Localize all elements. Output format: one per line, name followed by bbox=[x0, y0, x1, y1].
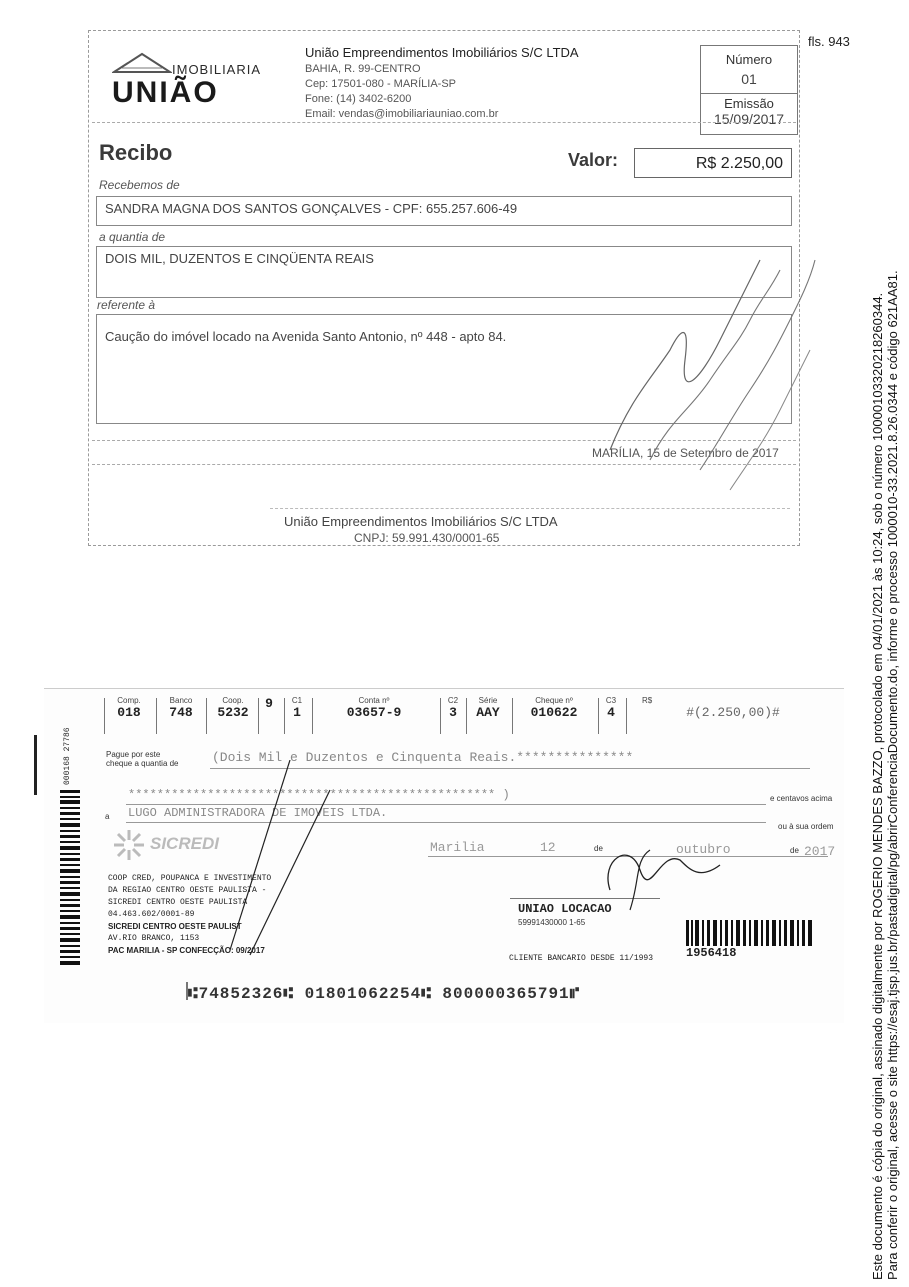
emissao-label: Emissão bbox=[724, 96, 774, 111]
company-phone: Fone: (14) 3402-6200 bbox=[305, 93, 412, 105]
amount-words-2: *************************************************** ) bbox=[128, 788, 510, 802]
pague-label-1: Pague por este bbox=[106, 750, 161, 759]
sicredi-logo-icon bbox=[112, 828, 146, 862]
ordem-label: ou à sua ordem bbox=[778, 822, 834, 831]
receipt-title: Recibo bbox=[99, 140, 173, 165]
bank-brand: SICREDI bbox=[150, 834, 219, 853]
logo-label: IMOBILIARIA bbox=[172, 62, 262, 77]
company-cep: Cep: 17501-080 - MARÍLIA-SP bbox=[305, 78, 457, 90]
valor-value: R$ 2.250,00 bbox=[634, 148, 792, 178]
header-c1: C1 1 bbox=[291, 696, 303, 720]
header-coop-dv: 9 bbox=[265, 696, 273, 711]
divider bbox=[92, 122, 796, 123]
company-logo bbox=[112, 50, 282, 109]
page-reference: fls. 943 bbox=[808, 34, 850, 49]
numero-label: Número bbox=[725, 52, 773, 67]
authentication-note-line-2: Para conferir o original, acesse o site https://esaj.tjsp.jus.br/pastadigital/pg/abrirConferenciaDocumento.do, informe o processo 1000010-33.2021.8.26.0344 e código 621AA81. bbox=[885, 270, 900, 1280]
numero-value: 01 bbox=[741, 71, 757, 87]
micr-line: ⑆74852326⑆ 01801062254⑆ 800000365791⑈ bbox=[188, 985, 581, 1003]
de-label-1: de bbox=[594, 844, 603, 853]
header-coop: Coop. 5232 bbox=[217, 696, 249, 720]
quantia-label: a quantia de bbox=[99, 230, 166, 244]
holder-name: UNIAO LOCACAO bbox=[518, 902, 612, 916]
referente-value: Caução do imóvel locado na Avenida Santo Antonio, nº 448 - apto 84. bbox=[96, 314, 792, 424]
referente-label: referente à bbox=[97, 298, 156, 312]
footer-cnpj: CNPJ: 59.991.430/0001-65 bbox=[354, 531, 500, 545]
company-address: BAHIA, R. 99-CENTRO bbox=[305, 63, 421, 75]
handwritten-signature bbox=[220, 760, 740, 960]
header-banco: Banco 748 bbox=[169, 696, 193, 720]
authentication-note-line-1: Este documento é cópia do original, assinado digitalmente por ROGERIO MENDES BAZZO, protocolado em 04/01/2021 às 10:24, sob o número 10000103320218260344. bbox=[870, 292, 885, 1280]
handwritten-note bbox=[590, 200, 830, 500]
holder-doc: 59991430000 1-65 bbox=[518, 918, 586, 927]
margin-mark bbox=[34, 735, 37, 795]
valor-label: Valor: bbox=[568, 150, 619, 170]
header-amount: R$ #(2.250,00)# bbox=[642, 696, 780, 720]
company-email: Email: vendas@imobiliariauniao.com.br bbox=[305, 108, 499, 120]
amount-words: (Dois Mil e Duzentos e Cinquenta Reais.*************** bbox=[212, 750, 634, 765]
client-since: CLIENTE BANCARIO DESDE 11/1993 bbox=[509, 954, 654, 963]
footer-company: União Empreendimentos Imobiliários S/C LTDA bbox=[284, 514, 558, 529]
recebemos-value: SANDRA MAGNA DOS SANTOS GONÇALVES - CPF: 655.257.606-49 bbox=[96, 196, 792, 226]
cheque-city: Marilia bbox=[430, 840, 485, 855]
place-date: MARÍLIA, 15 de Setembro de 2017 bbox=[592, 446, 779, 460]
cheque-side-number: 000168 27786 bbox=[63, 727, 72, 785]
a-label: a bbox=[105, 812, 110, 821]
authentication-note bbox=[870, 180, 900, 1280]
bank-address: COOP CRED, POUPANCA E INVESTIMENTO DA REGIAO CENTRO OESTE PAULISTA - SICREDI CENTRO OESTE PAULISTA 04.463.602/0001-89 SICREDI CENTRO OESTE PAULIST AV.RIO BRANCO, 1153 PAC MARILIA - SP CONFECÇÃO: 09/2017 bbox=[108, 874, 272, 955]
centavos-label: e centavos acima bbox=[770, 794, 833, 803]
logo-brand: UNIÃO bbox=[112, 76, 219, 109]
barcode-number: 1956418 bbox=[686, 946, 737, 960]
cheque-header-row bbox=[104, 696, 844, 736]
de-label-2: de bbox=[790, 846, 799, 855]
cheque-month: outubro bbox=[676, 842, 731, 857]
recebemos-label: Recebemos de bbox=[99, 178, 180, 192]
payee: LUGO ADMINISTRADORA DE IMOVEIS LTDA. bbox=[128, 806, 388, 820]
header-conta: Conta nº 03657-9 bbox=[346, 696, 402, 720]
pague-label-2: cheque a quantia de bbox=[106, 759, 179, 768]
cheque-day: 12 bbox=[540, 840, 556, 855]
header-serie: Série AAY bbox=[476, 696, 500, 720]
company-name: União Empreendimentos Imobiliários S/C LTDA bbox=[305, 45, 579, 60]
header-c2: C2 3 bbox=[447, 696, 459, 720]
emissao-value: 15/09/2017 bbox=[713, 111, 785, 127]
signature-line bbox=[270, 508, 790, 509]
header-cheque-number: Cheque nº 010622 bbox=[530, 696, 578, 720]
header-c3: C3 4 bbox=[605, 696, 617, 720]
header-comp: Comp. 018 bbox=[117, 696, 141, 720]
cheque-year: 2017 bbox=[804, 844, 836, 859]
quantia-value: DOIS MIL, DUZENTOS E CINQÜENTA REAIS bbox=[96, 246, 792, 298]
side-barcode bbox=[60, 790, 80, 965]
company-info bbox=[305, 45, 695, 122]
